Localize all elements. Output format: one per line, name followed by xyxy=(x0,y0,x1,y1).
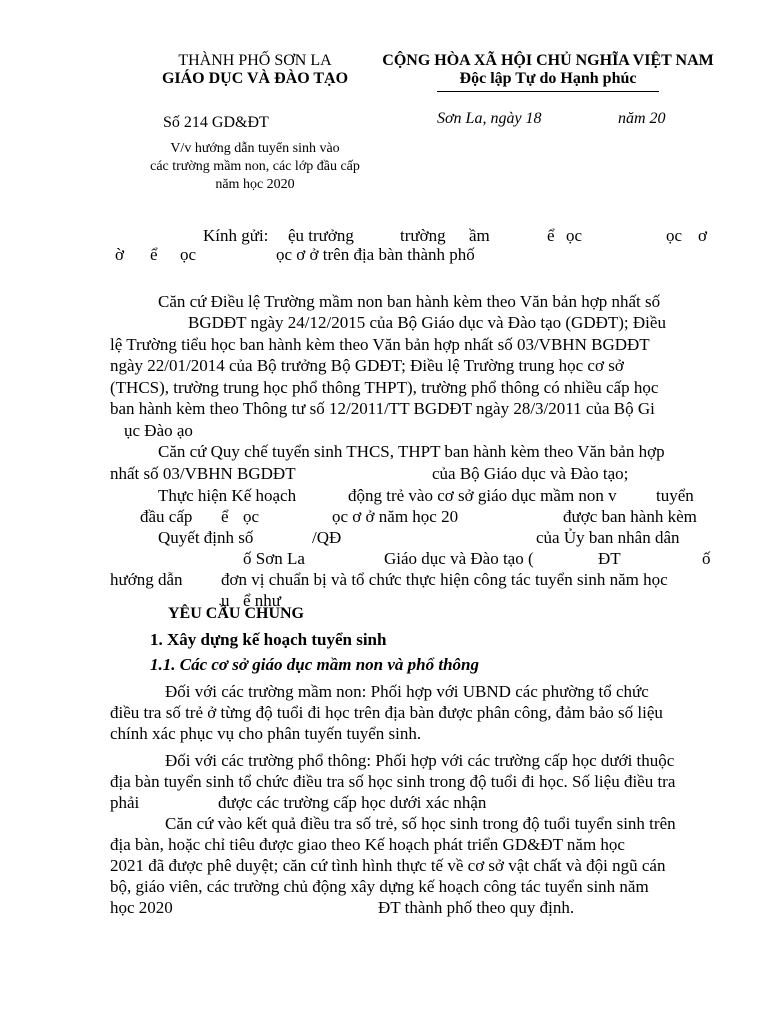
section-general-requirements: YÊU CẦU CHUNG xyxy=(168,605,304,622)
national-motto: Độc lập Tự do Hạnh phúc xyxy=(459,70,637,87)
subject-line-1: V/v hướng dẫn tuyển sinh vào xyxy=(170,141,340,156)
document-year: năm 20 xyxy=(618,110,666,127)
national-title: CỘNG HÒA XÃ HỘI CHỦ NGHĨA VIỆT NAM xyxy=(382,52,714,69)
motto-underline xyxy=(437,91,659,92)
agency-name: GIÁO DỤC VÀ ĐÀO TẠO xyxy=(161,70,349,87)
subject-line-2: các trường mầm non, các lớp đầu cấp xyxy=(150,159,360,174)
subject-line-3: năm học 2020 xyxy=(215,177,295,192)
agency-parent: THÀNH PHỐ SƠN LA xyxy=(178,52,332,69)
heading-institutions: 1.1. Các cơ sở giáo dục mầm non và phổ thông xyxy=(150,655,480,674)
document-date: Sơn La, ngày 18 xyxy=(437,110,542,127)
document-number: Số 214 GD&ĐT xyxy=(163,114,269,131)
heading-enrollment-plan: 1. Xây dựng kế hoạch tuyển sinh xyxy=(150,630,387,649)
